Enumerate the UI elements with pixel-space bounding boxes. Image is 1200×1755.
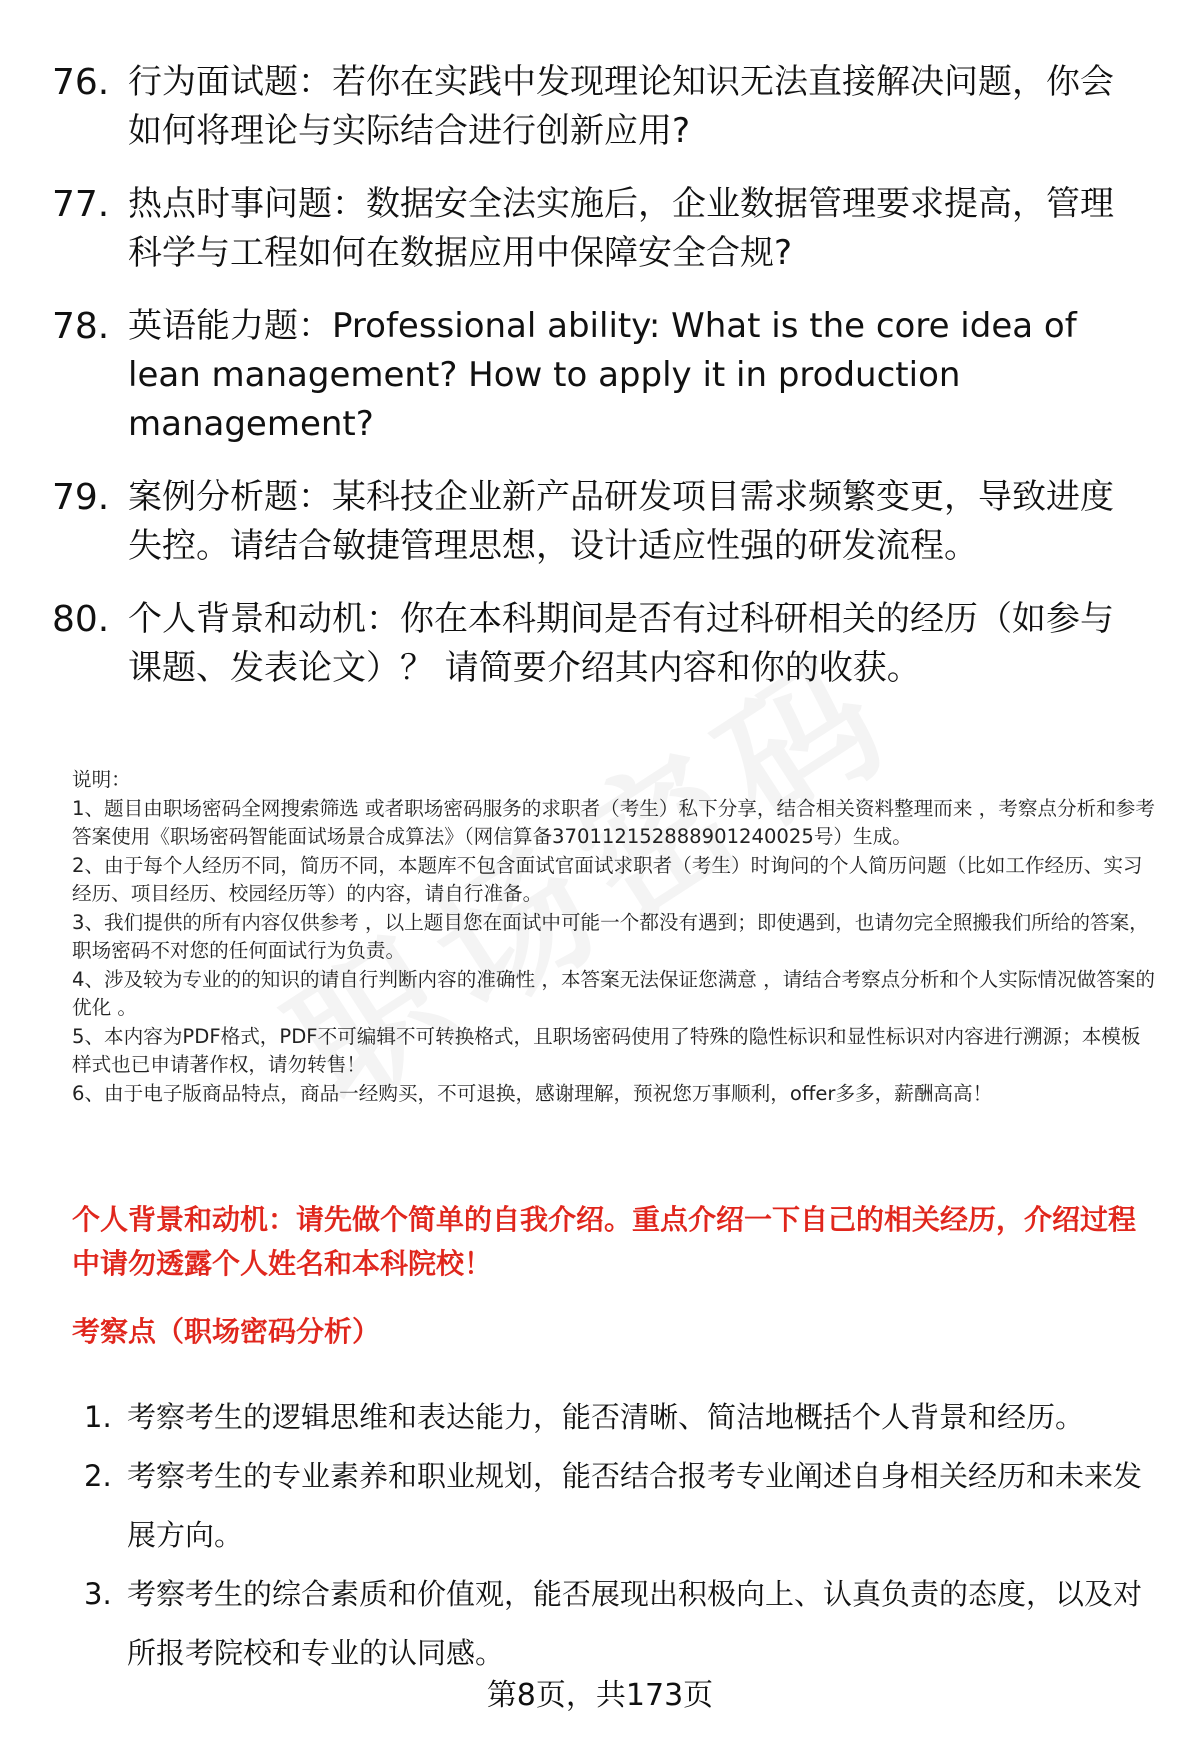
question-number: 77. xyxy=(52,184,110,225)
point-number: 2. xyxy=(84,1459,112,1493)
question-list xyxy=(0,58,1200,717)
analysis-subheading: 考察点（职场密码分析） xyxy=(72,1315,381,1348)
note-item: 1、题目由职场密码全网搜索筛选 或者职场密码服务的求职者（考生）私下分享，结合相关资料整理而来 ，考察点分析和参考答案使用《职场密码智能面试场景合成算法》（网信算备370112152888901240025号）生成。 xyxy=(72,796,1155,848)
question-text: 个人背景和动机：你在本科期间是否有过科研相关的经历（如参与课题、发表论文）？ 请简要介绍其内容和你的收获。 xyxy=(128,599,1114,688)
question-item xyxy=(0,473,1200,571)
point-text: 考察考生的逻辑思维和表达能力，能否清晰、简洁地概括个人背景和经历。 xyxy=(127,1400,1085,1434)
question-text: 案例分析题：某科技企业新产品研发项目需求频繁变更，导致进度失控。请结合敏捷管理思想，设计适应性强的研发流程。 xyxy=(128,477,1114,566)
question-number: 76. xyxy=(52,62,110,103)
analysis-points-list xyxy=(0,1388,1200,1683)
analysis-point xyxy=(0,1565,1200,1683)
point-text: 考察考生的专业素养和职业规划，能否结合报考专业阐述自身相关经历和未来发展方向。 xyxy=(127,1459,1143,1552)
analysis-point xyxy=(0,1388,1200,1447)
note-item: 2、由于每个人经历不同，简历不同，本题库不包含面试官面试求职者（考生）时询问的个人简历问题（比如工作经历、实习经历、项目经历、校园经历等）的内容，请自行准备。 xyxy=(72,853,1143,905)
notes-title: 说明： xyxy=(72,768,131,791)
question-item xyxy=(0,180,1200,278)
question-text: 热点时事问题：数据安全法实施后，企业数据管理要求提高，管理科学与工程如何在数据应用中保障安全合规? xyxy=(128,184,1114,273)
question-item xyxy=(0,58,1200,156)
question-number: 79. xyxy=(52,477,110,518)
note-item: 6、由于电子版商品特点，商品一经购买，不可退换，感谢理解，预祝您万事顺利，offer多多，薪酬高高！ xyxy=(72,1081,993,1105)
point-number: 1. xyxy=(84,1400,112,1434)
page-footer: 第8页，共173页 xyxy=(486,1678,714,1713)
question-text: 行为面试题：若你在实践中发现理论知识无法直接解决问题，你会如何将理论与实际结合进行创新应用? xyxy=(128,62,1114,151)
highlight-heading: 个人背景和动机：请先做个简单的自我介绍。重点介绍一下自己的相关经历，介绍过程中请勿透露个人姓名和本科院校！ xyxy=(72,1203,1137,1280)
notes-section xyxy=(72,766,1157,1108)
point-number: 3. xyxy=(84,1577,112,1611)
note-item: 3、我们提供的所有内容仅供参考 ，以上题目您在面试中可能一个都没有遇到；即使遇到，也请勿完全照搬我们所给的答案，职场密码不对您的任何面试行为负责。 xyxy=(72,910,1149,962)
note-item: 5、本内容为PDF格式，PDF不可编辑不可转换格式，且职场密码使用了特殊的隐性标识和显性标识对内容进行溯源；本模板样式也已申请著作权，请勿转售！ xyxy=(72,1024,1141,1076)
point-text: 考察考生的综合素质和价值观，能否展现出积极向上、认真负责的态度，以及对所报考院校和专业的认同感。 xyxy=(127,1577,1143,1670)
question-item xyxy=(0,595,1200,693)
question-number: 78. xyxy=(52,306,110,347)
question-text: 英语能力题：Professional ability: What is the core idea of lean management? How to apply it in production management? xyxy=(128,306,1077,444)
analysis-point xyxy=(0,1447,1200,1565)
question-item xyxy=(0,302,1200,449)
note-item: 4、涉及较为专业的的知识的请自行判断内容的准确性 ，本答案无法保证您满意 ，请结合考察点分析和个人实际情况做答案的优化 。 xyxy=(72,967,1155,1019)
question-number: 80. xyxy=(52,599,110,640)
